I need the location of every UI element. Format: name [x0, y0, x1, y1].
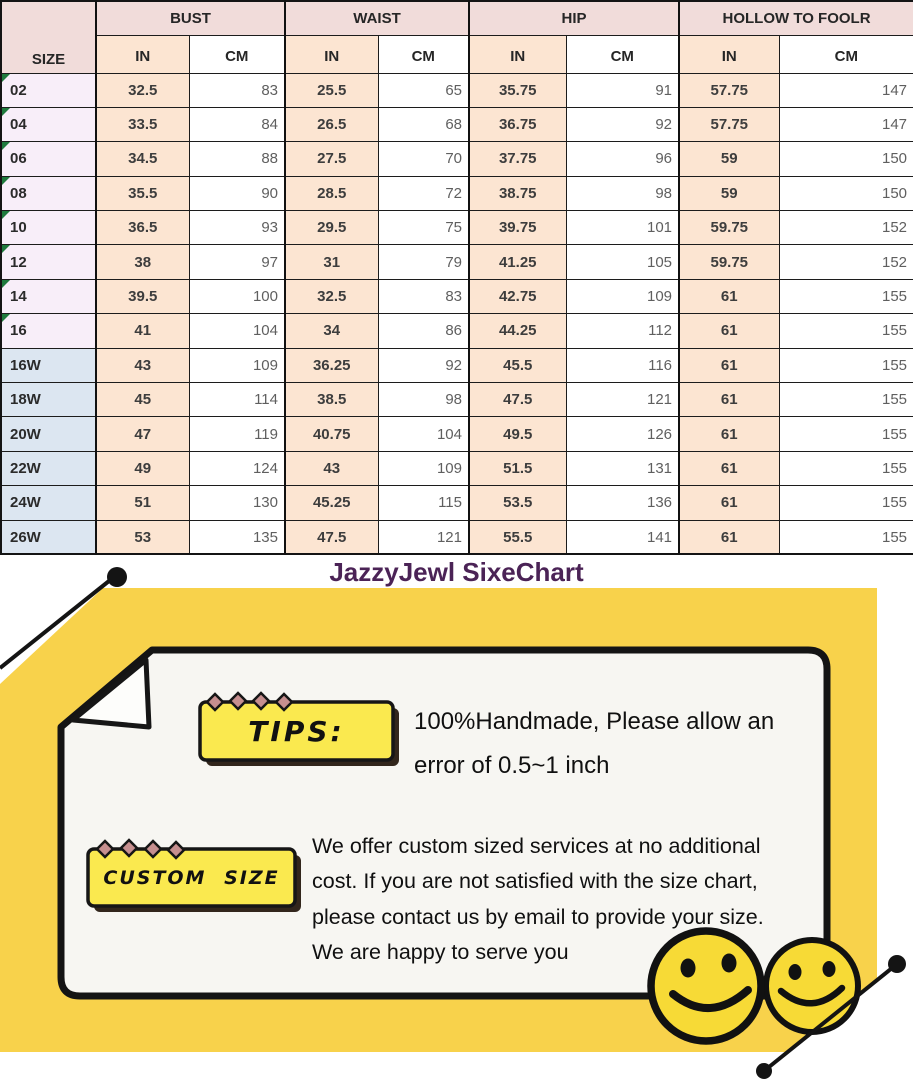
bottom-right-top-dot-icon [888, 955, 906, 973]
size-label: 08 [10, 184, 27, 202]
bust-in-cell: 34.5 [96, 142, 189, 176]
hip-in-cell: 53.5 [469, 486, 566, 520]
hollow-cm-cell: 155 [779, 417, 913, 451]
hip-in-cell: 35.75 [469, 73, 566, 107]
bust-in-cell: 43 [96, 348, 189, 382]
hollow-cm-cell: 152 [779, 245, 913, 279]
hip-in-cell: 45.5 [469, 348, 566, 382]
size-label: 06 [10, 150, 27, 168]
size-label: 24W [10, 494, 41, 512]
waist-cm-cell: 109 [378, 451, 469, 485]
size-label: 02 [10, 81, 27, 99]
custom-text-line: please contact us by email to provide your size. [312, 904, 764, 929]
waist-cm-cell: 68 [378, 107, 469, 141]
bust-cm-cell: 84 [189, 107, 285, 141]
waist-in-cell: 38.5 [285, 383, 378, 417]
waist-in-cell: 47.5 [285, 520, 378, 554]
waist-cm-cell: 83 [378, 279, 469, 313]
waist-cm-cell: 115 [378, 486, 469, 520]
hip-cm-cell: 105 [566, 245, 679, 279]
tips-text-line: error of 0.5~1 inch [414, 752, 610, 779]
hip-cm-cell: 112 [566, 314, 679, 348]
size-label: 16 [10, 322, 27, 340]
hollow-cm-cell: 155 [779, 314, 913, 348]
hollow-cm-cell: 150 [779, 176, 913, 210]
bust-in-cell: 38 [96, 245, 189, 279]
waist-in-cell: 26.5 [285, 107, 378, 141]
size-label: 12 [10, 253, 27, 271]
unit-header-in: IN [679, 35, 779, 73]
hollow-cm-cell: 155 [779, 451, 913, 485]
hollow-in-cell: 61 [679, 417, 779, 451]
custom-text-line: cost. If you are not satisfied with the size chart, [312, 869, 758, 894]
size-label: 22W [10, 459, 41, 477]
hollow-in-cell: 61 [679, 520, 779, 554]
hollow-in-cell: 61 [679, 348, 779, 382]
bust-in-cell: 45 [96, 383, 189, 417]
size-label: 14 [10, 288, 27, 306]
hollow-in-cell: 57.75 [679, 107, 779, 141]
bust-in-cell: 41 [96, 314, 189, 348]
bust-in-cell: 51 [96, 486, 189, 520]
hollow-in-cell: 59.75 [679, 211, 779, 245]
custom-text-line: We offer custom sized services at no additional [312, 834, 761, 858]
waist-in-cell: 27.5 [285, 142, 378, 176]
hollow-in-cell: 61 [679, 486, 779, 520]
size-label: 20W [10, 425, 41, 443]
size-label: 04 [10, 116, 27, 134]
unit-header-in: IN [96, 35, 189, 73]
unit-header-cm: CM [566, 35, 679, 73]
waist-in-cell: 29.5 [285, 211, 378, 245]
hip-cm-cell: 116 [566, 348, 679, 382]
hip-in-cell: 44.25 [469, 314, 566, 348]
col-header-bust: BUST [96, 1, 285, 35]
hip-cm-cell: 98 [566, 176, 679, 210]
hip-cm-cell: 126 [566, 417, 679, 451]
hip-cm-cell: 91 [566, 73, 679, 107]
custom-size-text [312, 829, 792, 970]
bust-cm-cell: 109 [189, 348, 285, 382]
waist-cm-cell: 86 [378, 314, 469, 348]
bust-in-cell: 32.5 [96, 73, 189, 107]
size-label: 16W [10, 356, 41, 374]
hollow-in-cell: 61 [679, 451, 779, 485]
bust-cm-cell: 88 [189, 142, 285, 176]
hip-in-cell: 36.75 [469, 107, 566, 141]
waist-cm-cell: 65 [378, 73, 469, 107]
bust-cm-cell: 97 [189, 245, 285, 279]
waist-in-cell: 36.25 [285, 348, 378, 382]
bust-cm-cell: 130 [189, 486, 285, 520]
waist-cm-cell: 70 [378, 142, 469, 176]
waist-in-cell: 40.75 [285, 417, 378, 451]
bust-in-cell: 39.5 [96, 279, 189, 313]
waist-in-cell: 25.5 [285, 73, 378, 107]
bust-cm-cell: 135 [189, 520, 285, 554]
size-label: 18W [10, 391, 41, 409]
custom-size-badge-label: CUSTOM SIZE [103, 866, 280, 889]
custom-text-line: We are happy to serve you [312, 939, 569, 964]
hip-in-cell: 41.25 [469, 245, 566, 279]
hollow-cm-cell: 147 [779, 107, 913, 141]
waist-cm-cell: 121 [378, 520, 469, 554]
waist-cm-cell: 92 [378, 348, 469, 382]
bust-cm-cell: 83 [189, 73, 285, 107]
hollow-in-cell: 59 [679, 176, 779, 210]
bust-in-cell: 35.5 [96, 176, 189, 210]
top-left-dot-icon [107, 567, 127, 587]
col-header-hip: HIP [469, 1, 679, 35]
bust-in-cell: 53 [96, 520, 189, 554]
hollow-cm-cell: 155 [779, 279, 913, 313]
bust-cm-cell: 114 [189, 383, 285, 417]
bust-in-cell: 47 [96, 417, 189, 451]
hip-cm-cell: 141 [566, 520, 679, 554]
hollow-cm-cell: 155 [779, 486, 913, 520]
hip-in-cell: 38.75 [469, 176, 566, 210]
unit-header-in: IN [469, 35, 566, 73]
hollow-cm-cell: 150 [779, 142, 913, 176]
waist-in-cell: 34 [285, 314, 378, 348]
col-header-waist: WAIST [285, 1, 469, 35]
hollow-cm-cell: 155 [779, 520, 913, 554]
hip-cm-cell: 109 [566, 279, 679, 313]
hollow-in-cell: 59 [679, 142, 779, 176]
hip-in-cell: 42.75 [469, 279, 566, 313]
bust-in-cell: 36.5 [96, 211, 189, 245]
hip-cm-cell: 136 [566, 486, 679, 520]
bust-cm-cell: 90 [189, 176, 285, 210]
waist-in-cell: 32.5 [285, 279, 378, 313]
bust-in-cell: 33.5 [96, 107, 189, 141]
hip-in-cell: 55.5 [469, 520, 566, 554]
size-label: 26W [10, 528, 41, 546]
waist-cm-cell: 98 [378, 383, 469, 417]
bust-in-cell: 49 [96, 451, 189, 485]
hip-in-cell: 37.75 [469, 142, 566, 176]
waist-in-cell: 45.25 [285, 486, 378, 520]
hollow-in-cell: 57.75 [679, 73, 779, 107]
hip-in-cell: 39.75 [469, 211, 566, 245]
bust-cm-cell: 124 [189, 451, 285, 485]
waist-cm-cell: 72 [378, 176, 469, 210]
hollow-in-cell: 59.75 [679, 245, 779, 279]
page-title: JazzyJewl SixeChart [329, 557, 584, 587]
waist-in-cell: 43 [285, 451, 378, 485]
hollow-cm-cell: 152 [779, 211, 913, 245]
waist-cm-cell: 104 [378, 417, 469, 451]
bust-cm-cell: 100 [189, 279, 285, 313]
waist-cm-cell: 75 [378, 211, 469, 245]
hip-cm-cell: 92 [566, 107, 679, 141]
hollow-in-cell: 61 [679, 314, 779, 348]
hip-in-cell: 49.5 [469, 417, 566, 451]
bust-cm-cell: 104 [189, 314, 285, 348]
tips-text-line: 100%Handmade, Please allow an [414, 708, 775, 735]
hip-in-cell: 51.5 [469, 451, 566, 485]
waist-in-cell: 31 [285, 245, 378, 279]
tips-badge-label: TIPS: [248, 714, 345, 748]
hollow-in-cell: 61 [679, 383, 779, 417]
hip-cm-cell: 131 [566, 451, 679, 485]
col-header-hollow-to-floor: HOLLOW TO FOOLR [679, 1, 913, 35]
hollow-cm-cell: 155 [779, 383, 913, 417]
unit-header-cm: CM [779, 35, 913, 73]
hollow-cm-cell: 147 [779, 73, 913, 107]
hollow-cm-cell: 155 [779, 348, 913, 382]
unit-header-cm: CM [378, 35, 469, 73]
hip-cm-cell: 96 [566, 142, 679, 176]
col-header-size: SIZE [1, 1, 96, 73]
hip-cm-cell: 121 [566, 383, 679, 417]
unit-header-cm: CM [189, 35, 285, 73]
tips-text [414, 700, 834, 788]
waist-cm-cell: 79 [378, 245, 469, 279]
hip-cm-cell: 101 [566, 211, 679, 245]
bust-cm-cell: 119 [189, 417, 285, 451]
size-label: 10 [10, 219, 27, 237]
hip-in-cell: 47.5 [469, 383, 566, 417]
bust-cm-cell: 93 [189, 211, 285, 245]
hollow-in-cell: 61 [679, 279, 779, 313]
unit-header-in: IN [285, 35, 378, 73]
waist-in-cell: 28.5 [285, 176, 378, 210]
bottom-right-dot-icon [756, 1063, 772, 1079]
